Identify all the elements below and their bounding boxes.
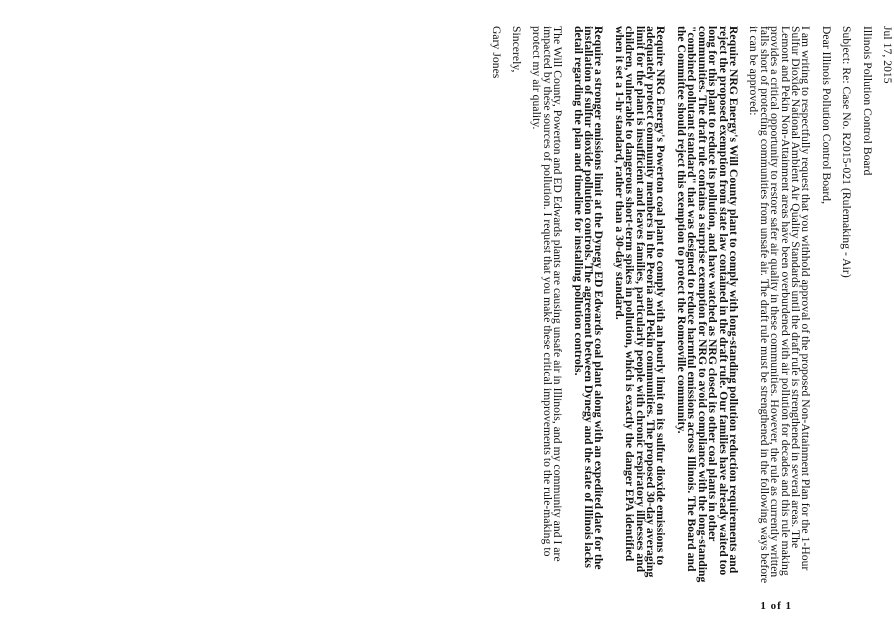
letter-recipient: Illinois Pollution Control Board	[860, 26, 874, 176]
letter-signer: Gary Jones	[489, 26, 503, 79]
page-number: 1 of 1	[760, 600, 792, 612]
paragraph-conclusion: The Will County, Powerton and ED Edwards plants are causing unsafe air in Illinois, and my community and I are impacted by these sources of pollution. I request that you make these critical improvements to the rule-making to protect my air quality.	[530, 26, 565, 562]
letter-closing: Sincerely,	[510, 26, 524, 73]
letter-subject: Subject: Re: Case No. R2015-021 (Rulemaking - Air)	[840, 26, 854, 278]
paragraph-will-county: Require NRG Energy's Will County plant to comply with long-standing pollution reduction requirements and reject the proposed exemption from state law contained in the draft rule. Our families have already waited too long for this plant to reduce its pollution, and have watched as NRG closed its other coal plants in other communities. The draft rule contains a surprise exemption for NRG to avoid compliance with the long-standing "combined pollutant standard" that was designed to reduce harmful emissions across Illinois. The Board and the Committee should reject this exemption to protect the Romeoville community.	[674, 26, 740, 583]
paragraph-ed-edwards: Require a stronger emissions limit at the Dynegy ED Edwards coal plant along with an expedited date for the installation of sulfur dioxide pollution controls. The agreement between Dynegy and the state of Illinois lacks detail regarding the plan and timeline for installing pollution controls.	[571, 26, 606, 570]
paragraph-intro: I am writing to respectfully request that you withhold approval of the proposed Non-Attainment Plan for the 1-Hour Sulfur Dioxide National Ambient Air Quality Standards until the draft rule is strengthened in several areas. The Lemont and Pekin Non-Attainment areas have been overburdened with air pollution for decades and this rule making provides a critical opportunity to restore safer air quality in these communities. However, the rule as currently written falls short of protecting communities from unsafe air. The draft rule must be strengthened in the following ways before it can be approved:	[747, 26, 813, 584]
paragraph-powerton: Require NRG Energy's Powerton coal plant to comply with an hourly limit on its sulfur dioxide emissions to adequately protect community members in the Peoria and Pekin communities. The proposed 30-day averaging limit for the plant is insufficient and leaves families, particularly people with chronic respiratory illnesses and children, vulnerable to dangerous short-term spikes in pollution, which is exactly the danger EPA identified when it set a 1-hr standard, rather than a 30-day standard.	[612, 26, 668, 578]
letter-date: Jul 17, 2015	[881, 26, 894, 84]
letter-body	[0, 26, 892, 586]
letter-salutation: Dear Illinois Pollution Control Board,	[819, 26, 833, 205]
